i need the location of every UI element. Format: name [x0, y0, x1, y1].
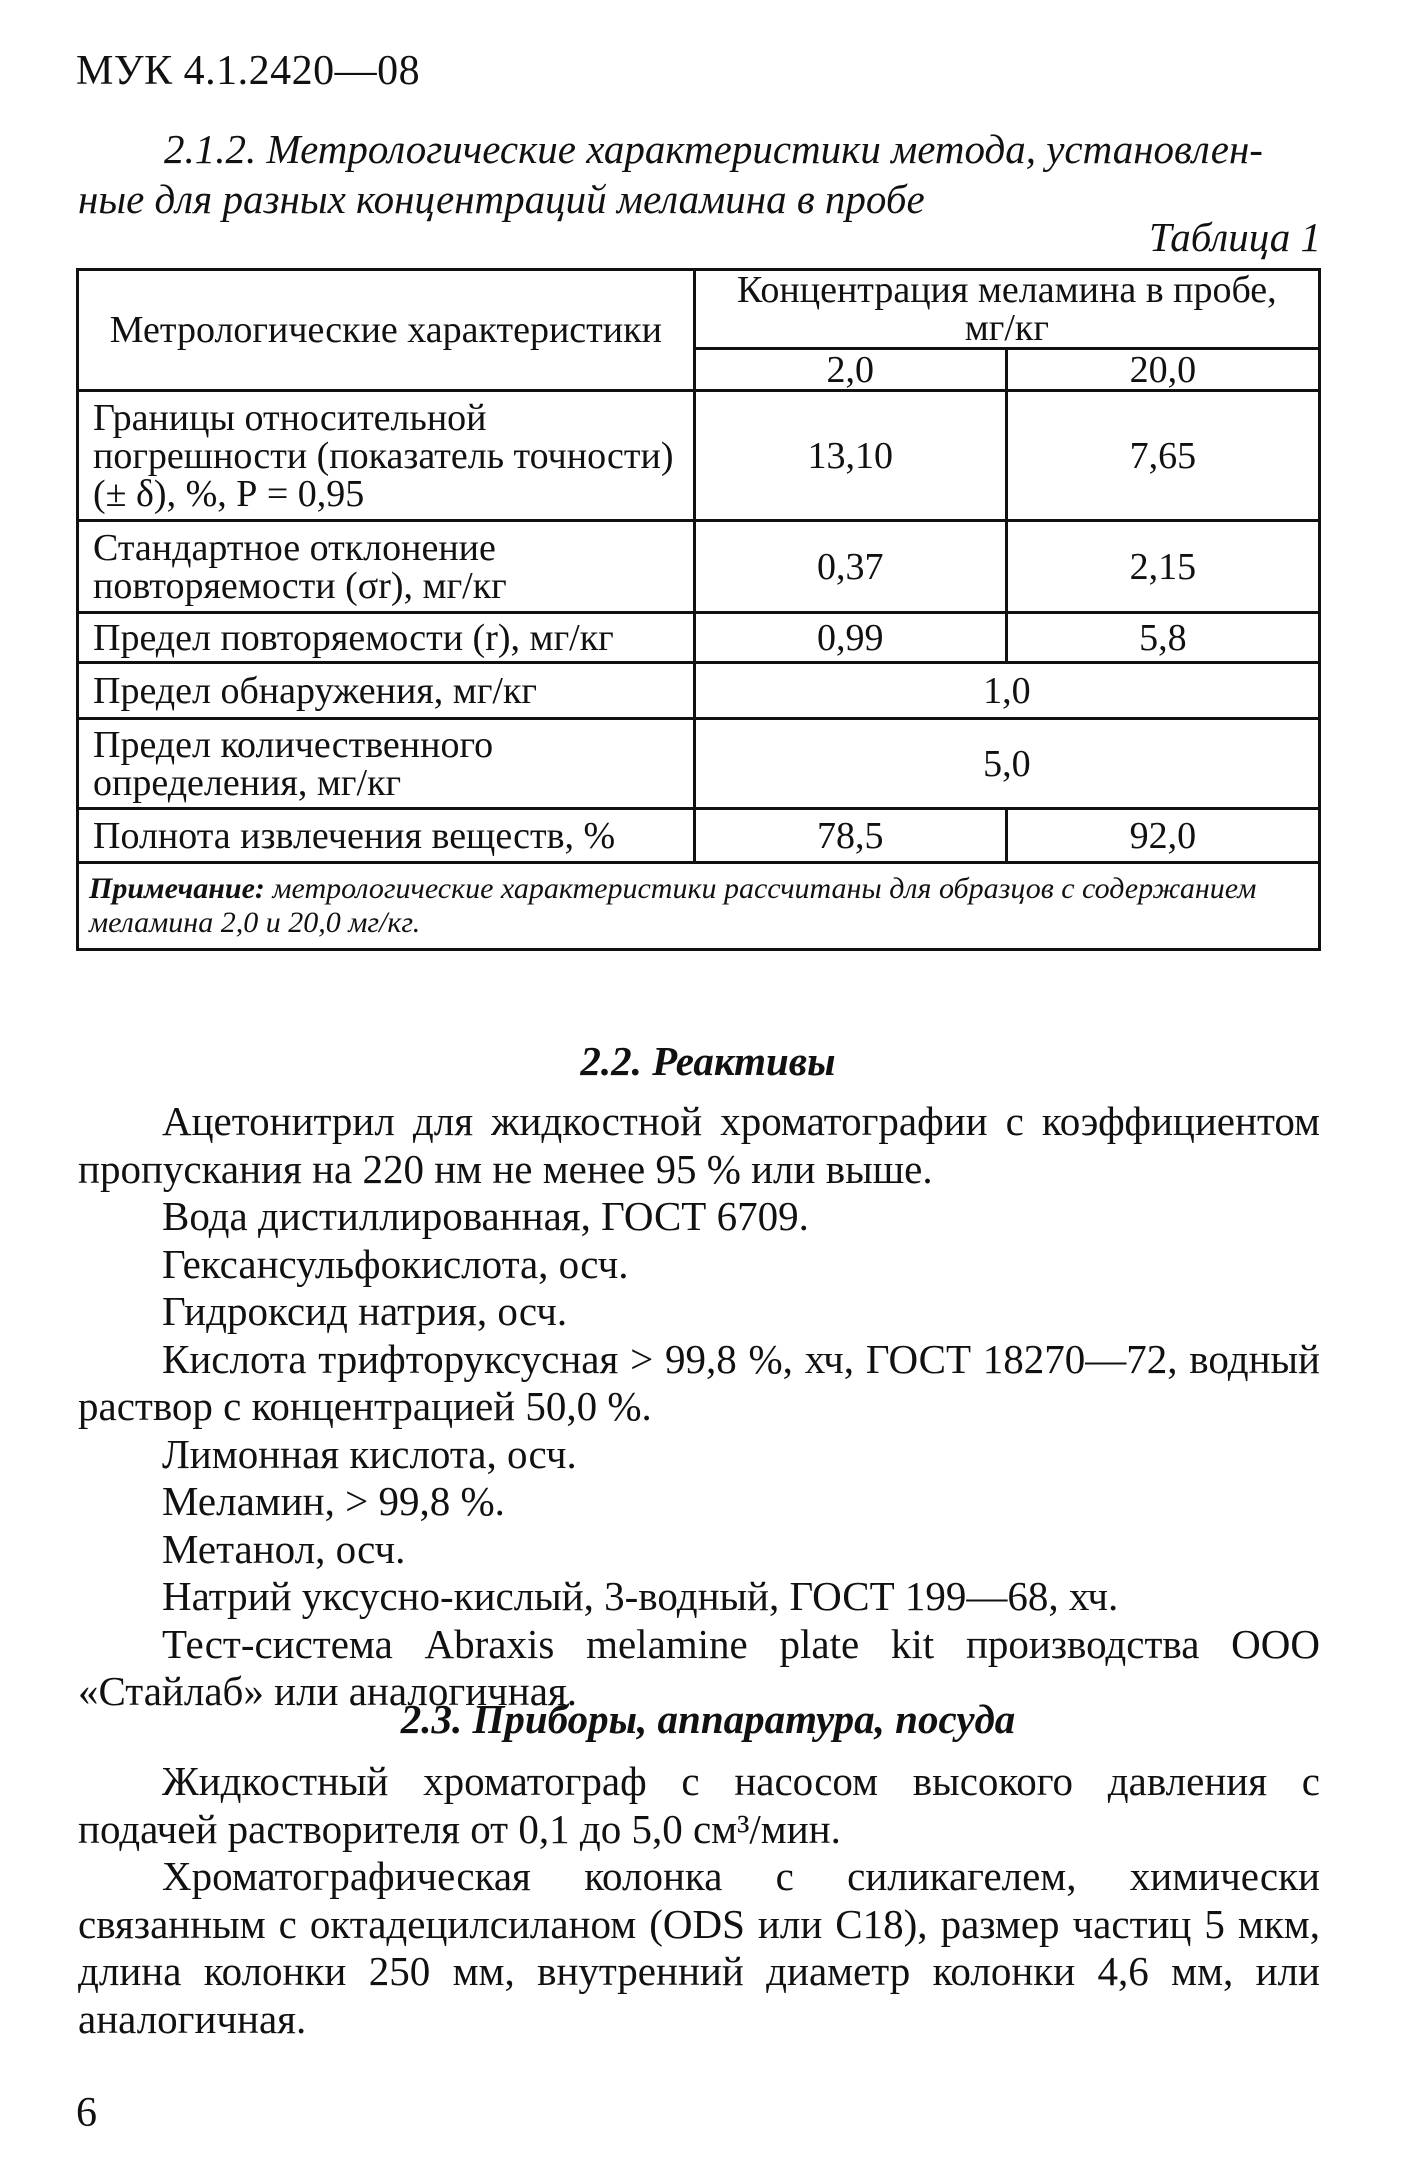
- row-param: Стандартное отклонение повторяемости (σr), мг/кг: [78, 521, 695, 613]
- row-value-high: 7,65: [1006, 391, 1319, 521]
- row-param: Предел обнаружения, мг/кг: [78, 663, 695, 719]
- row-value-merged: 5,0: [694, 719, 1319, 809]
- list-item: Гексансульфокислота, осч.: [162, 1240, 629, 1287]
- header-col-2-0: 2,0: [694, 349, 1006, 391]
- list-item: Лимонная кислота, осч.: [162, 1430, 577, 1477]
- header-concentration: Концентрация меламина в пробе, мг/кг: [694, 270, 1319, 349]
- row-param: Полнота извлечения веществ, %: [78, 809, 695, 863]
- row-value-low: 13,10: [694, 391, 1006, 521]
- subsection-title-line-1: 2.1.2. Метрологические характеристики метода, установлен-: [164, 126, 1263, 172]
- row-value-high: 2,15: [1006, 521, 1319, 613]
- reagents-list: [78, 1098, 1320, 1716]
- list-item: Натрий уксусно-кислый, 3-водный, ГОСТ 199—68, хч.: [162, 1573, 1119, 1619]
- running-head: МУК 4.1.2420—08: [76, 48, 421, 94]
- table-row: [78, 613, 1320, 663]
- note-label: Примечание:: [89, 872, 265, 905]
- table-row: [78, 809, 1320, 863]
- row-value-low: 0,37: [694, 521, 1006, 613]
- header-parameter: Метрологические характеристики: [78, 270, 695, 391]
- equipment-list: [78, 1758, 1320, 2043]
- row-param: Предел количественного определения, мг/кг: [78, 719, 695, 809]
- page-number: 6: [76, 2090, 97, 2136]
- table-row: [78, 521, 1320, 613]
- list-item: Гидроксид натрия, осч.: [162, 1288, 568, 1334]
- row-value-merged: 1,0: [694, 663, 1319, 719]
- row-param: Границы относительной погрешности (показатель точности) (± δ), %, Р = 0,95: [78, 391, 695, 521]
- row-param: Предел повторяемости (r), мг/кг: [78, 613, 695, 663]
- row-value-high: 92,0: [1006, 809, 1319, 863]
- row-value-low: 78,5: [694, 809, 1006, 863]
- list-item: Меламин, > 99,8 %.: [162, 1478, 505, 1524]
- section-heading-2-3: 2.3. Приборы, аппаратура, посуда: [400, 1696, 1016, 1742]
- list-item: Хроматографическая колонка с силикагелем, химически связанным с октадецилсиланом (ODS или C18), размер частиц 5 мкм, длина колонки 250 мм, внутренний диаметр колонки 4,6 мм, или аналогичная.: [78, 1853, 1320, 2042]
- section-heading-2-2: 2.2. Реактивы: [580, 1038, 836, 1084]
- metrology-table: [76, 268, 1321, 951]
- row-value-low: 0,99: [694, 613, 1006, 663]
- table-note: [78, 863, 1320, 950]
- row-value-high: 5,8: [1006, 613, 1319, 663]
- subsection-title-line-2: ные для разных концентраций меламина в пробе: [78, 176, 925, 222]
- subsection-heading-2-1-2: [78, 124, 1318, 224]
- header-col-20-0: 20,0: [1006, 349, 1319, 391]
- list-item: Ацетонитрил для жидкостной хроматографии с коэффициентом пропускания на 220 нм не менее 95 % или выше.: [78, 1098, 1320, 1192]
- list-item: Жидкостный хроматограф с насосом высокого давления с подачей растворителя от 0,1 до 5,0 см³/мин.: [78, 1758, 1320, 1852]
- table-row: [78, 719, 1320, 809]
- table-row: [78, 391, 1320, 521]
- list-item: Тест-система Abraxis melamine plate kit производства ООО «Стайлаб» или аналогичная.: [78, 1620, 1320, 1714]
- list-item: Метанол, осч.: [162, 1525, 406, 1572]
- list-item: Кислота трифторуксусная > 99,8 %, хч, ГОСТ 18270—72, водный раствор с концентрацией 50,0 %.: [78, 1335, 1320, 1429]
- table-caption: Таблица 1: [1148, 214, 1321, 260]
- table-row: [78, 663, 1320, 719]
- table-note-row: [78, 863, 1320, 950]
- list-item: Вода дистиллированная, ГОСТ 6709.: [162, 1193, 809, 1239]
- note-text: метрологические характеристики рассчитаны для образцов с содержанием меламина 2,0 и 20,0 мг/кг.: [89, 872, 1257, 939]
